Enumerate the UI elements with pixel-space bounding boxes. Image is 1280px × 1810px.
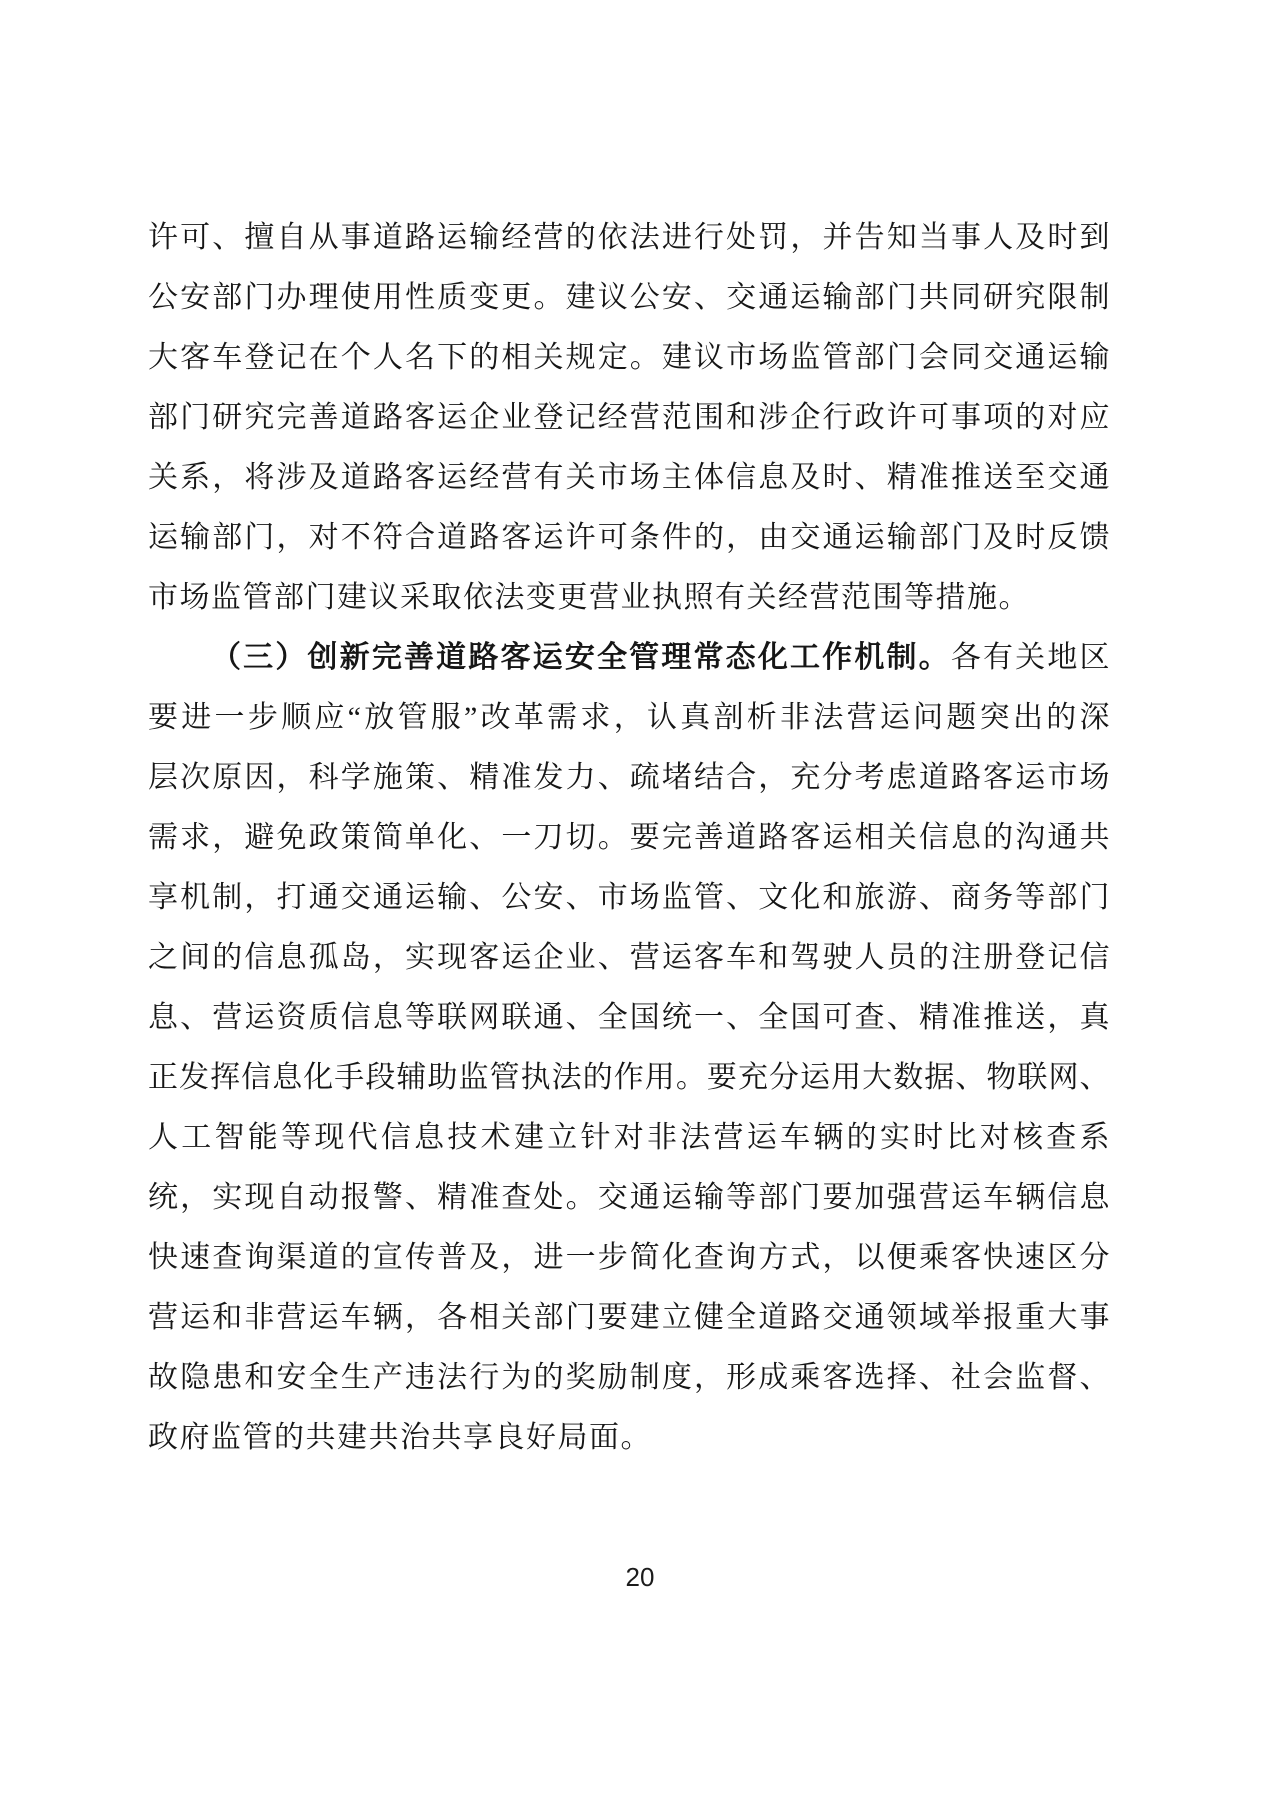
body-line: 统，实现自动报警、精准查处。交通运输等部门要加强营运车辆信息 bbox=[148, 1181, 1110, 1214]
body-line: 公安部门办理使用性质变更。建议公安、交通运输部门共同研究限制 bbox=[148, 281, 1110, 314]
section-heading-rest: 各有关地区 bbox=[950, 641, 1111, 674]
body-line: 政府监管的共建共治共享良好局面。 bbox=[148, 1421, 652, 1454]
page-number: 20 bbox=[625, 1562, 655, 1592]
body-line: 大客车登记在个人名下的相关规定。建议市场监管部门会同交通运输 bbox=[148, 341, 1110, 374]
body-line: 人工智能等现代信息技术建立针对非法营运车辆的实时比对核查系 bbox=[148, 1121, 1110, 1154]
body-line: 关系，将涉及道路客运经营有关市场主体信息及时、精准推送至交通 bbox=[148, 461, 1110, 494]
body-text bbox=[148, 208, 1110, 1468]
body-line: 市场监管部门建议采取依法变更营业执照有关经营范围等措施。 bbox=[148, 581, 1030, 614]
body-line: 层次原因，科学施策、精准发力、疏堵结合，充分考虑道路客运市场 bbox=[148, 761, 1110, 794]
body-line: 运输部门，对不符合道路客运许可条件的，由交通运输部门及时反馈 bbox=[148, 521, 1110, 554]
body-line: 需求，避免政策简单化、一刀切。要完善道路客运相关信息的沟通共 bbox=[148, 821, 1110, 854]
body-line: 营运和非营运车辆，各相关部门要建立健全道路交通领域举报重大事 bbox=[148, 1301, 1110, 1334]
body-line: 许可、擅自从事道路运输经营的依法进行处罚，并告知当事人及时到 bbox=[148, 221, 1110, 254]
body-line: 部门研究完善道路客运企业登记经营范围和涉企行政许可事项的对应 bbox=[148, 401, 1110, 434]
body-line: 故隐患和安全生产违法行为的奖励制度，形成乘客选择、社会监督、 bbox=[148, 1361, 1110, 1394]
body-line: 息、营运资质信息等联网联通、全国统一、全国可查、精准推送，真 bbox=[148, 1001, 1110, 1034]
body-line: 正发挥信息化手段辅助监管执法的作用。要充分运用大数据、物联网、 bbox=[148, 1061, 1110, 1094]
body-line: 之间的信息孤岛，实现客运企业、营运客车和驾驶人员的注册登记信 bbox=[148, 941, 1110, 974]
body-line: 快速查询渠道的宣传普及，进一步简化查询方式，以便乘客快速区分 bbox=[148, 1241, 1110, 1274]
body-line: 要进一步顺应“放管服”改革需求，认真剖析非法营运问题突出的深 bbox=[148, 701, 1110, 734]
body-line: 享机制，打通交通运输、公安、市场监管、文化和旅游、商务等部门 bbox=[148, 881, 1110, 914]
section-heading-line bbox=[148, 628, 1110, 688]
section-heading: （三）创新完善道路客运安全管理常态化工作机制。 bbox=[211, 641, 951, 674]
